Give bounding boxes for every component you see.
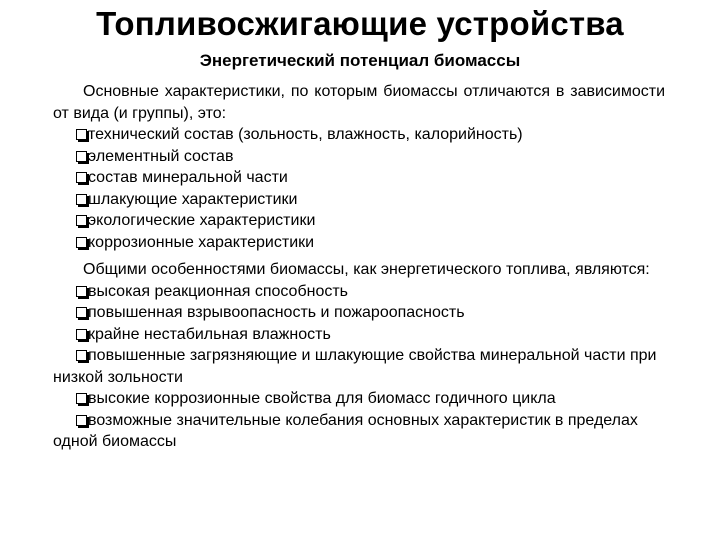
square-bullet-icon (76, 151, 87, 162)
square-bullet-icon (76, 393, 87, 404)
list-item: коррозионные характеристики (53, 232, 665, 254)
intro-paragraph-2: Общими особенностями биомассы, как энергетического топлива, являются: (83, 261, 650, 278)
list-item: крайне нестабильная влажность (53, 324, 665, 346)
square-bullet-icon (76, 350, 87, 361)
characteristics-list (53, 124, 665, 253)
square-bullet-icon (76, 194, 87, 205)
square-bullet-icon (76, 415, 87, 426)
square-bullet-icon (76, 172, 87, 183)
list-item: возможные значительные колебания основных характеристик в пределах одной биомассы (53, 411, 638, 450)
intro-paragraph-1: Основные характеристики, по которым биомассы отличаются в зависимости от вида (и группы), это: (53, 83, 665, 122)
list-item: состав минеральной части (53, 167, 665, 189)
square-bullet-icon (76, 215, 87, 226)
square-bullet-icon (76, 329, 87, 340)
list-item: высокие коррозионные свойства для биомасс годичного цикла (53, 388, 665, 410)
list-item: шлакующие характеристики (53, 189, 665, 211)
slide-body (53, 81, 665, 453)
list-item: высокая реакционная способность (53, 281, 665, 303)
list-item: повышенные загрязняющие и шлакующие свойства минеральной части при низкой зольности (53, 347, 657, 386)
page-subtitle: Энергетический потенциал биомассы (199, 51, 521, 70)
list-item: элементный состав (53, 146, 665, 168)
square-bullet-icon (76, 286, 87, 297)
list-item: повышенная взрывоопасность и пожароопасность (53, 302, 665, 324)
square-bullet-icon (76, 129, 87, 140)
list-item: технический состав (зольность, влажность, калорийность) (53, 124, 665, 146)
page-title: Топливосжигающие устройства (96, 5, 624, 42)
list-item: экологические характеристики (53, 210, 665, 232)
features-list (53, 281, 665, 453)
square-bullet-icon (76, 237, 87, 248)
square-bullet-icon (76, 307, 87, 318)
